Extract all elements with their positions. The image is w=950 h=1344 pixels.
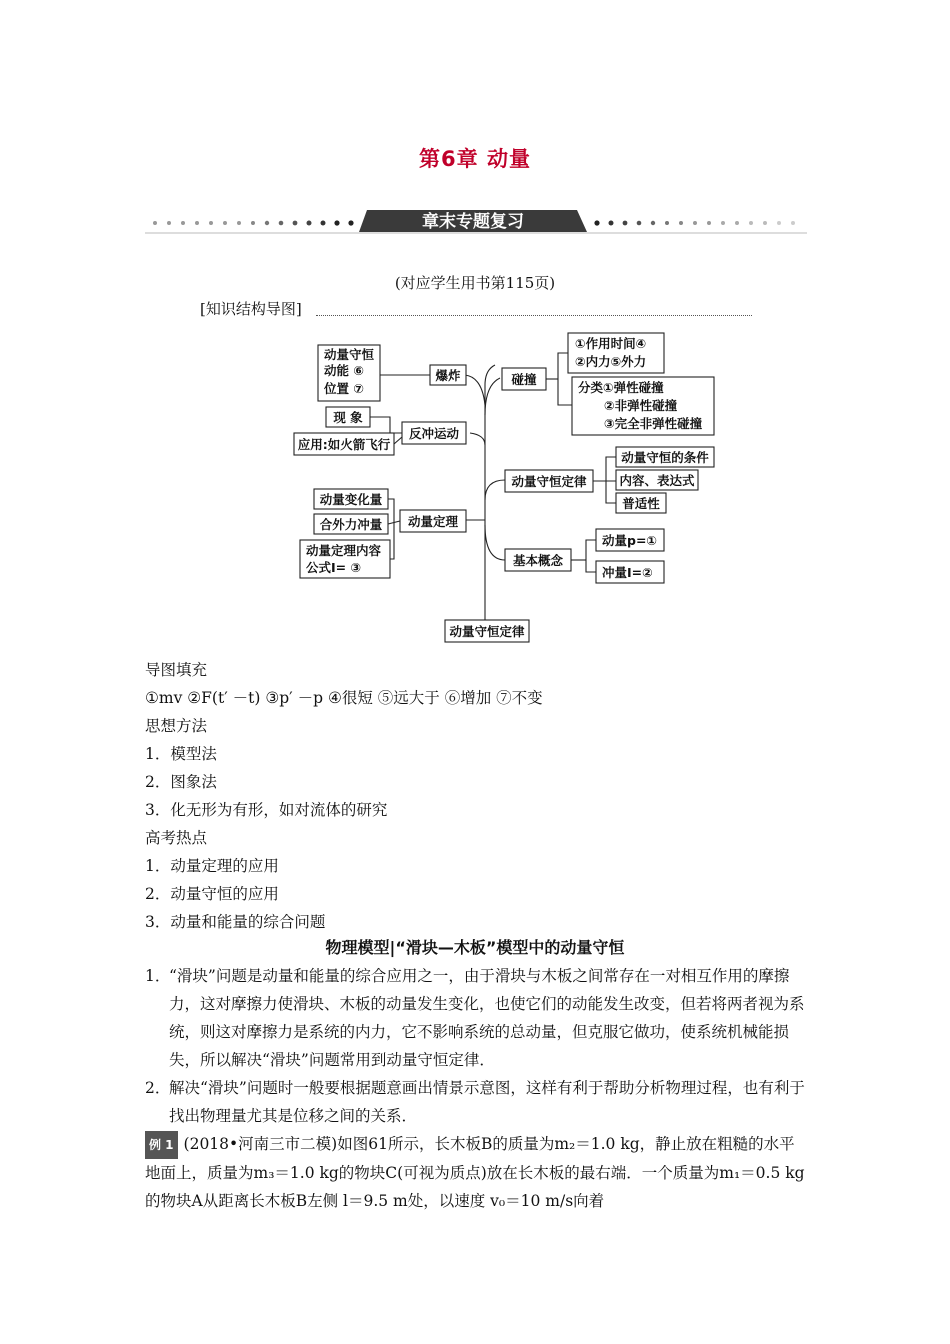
methods-item: 1．模型法 <box>145 745 217 763</box>
example-1 <box>145 1130 810 1215</box>
node-fanchong: 反冲运动 <box>408 426 460 441</box>
node-yingyong: 应用:如火箭飞行 <box>297 437 391 452</box>
baozha-item: 位置 ⑦ <box>324 381 364 396</box>
pz-item: 分类①弹性碰撞 <box>578 380 664 395</box>
fill-answers: ①mv ②F(t′ －t) ③p′ －p ④很短 ⑤远大于 ⑥增加 ⑦不变 <box>145 689 543 707</box>
hotspots-item: 2．动量守恒的应用 <box>145 885 279 903</box>
paragraph-number: 2． <box>145 1079 171 1097</box>
model-paragraph-2 <box>145 1074 810 1130</box>
sh-item: 普适性 <box>622 496 660 511</box>
dotted-rule <box>316 315 752 316</box>
node-jiben: 基本概念 <box>512 553 564 568</box>
pz-item: ②内力⑤外力 <box>575 354 647 369</box>
node-pengzhuang: 碰撞 <box>511 372 537 387</box>
knowledge-structure-diagram <box>290 325 730 650</box>
model-paragraph-1 <box>145 962 810 1074</box>
section-label: [知识结构导图] <box>200 300 302 318</box>
node-dongliangdingli: 动量定理 <box>407 514 459 529</box>
node-xianxiang: 现 象 <box>333 410 363 425</box>
pz-item: ②非弹性碰撞 <box>604 398 678 413</box>
pz-item: ①作用时间④ <box>575 336 647 351</box>
methods-heading: 思想方法 <box>145 717 208 735</box>
baozha-item: 动能 ⑥ <box>324 363 364 378</box>
example-text: (2018•河南三市二模)如图61所示，长木板B的质量为m₂＝1.0 kg，静止放在粗糙的水平地面上，质量为m₃＝1.0 kg的物块C(可视为质点)放在长木板的最右端．一个质量为m₁＝0.5 kg的物块A从距离长木板B左侧 l＝9.5 m处，以速度 v₀＝10 m/s向着 <box>145 1135 805 1210</box>
banner-label: 章末专题复习 <box>422 212 524 232</box>
dl-item: 动量变化量 <box>319 492 383 507</box>
node-shouheng: 动量守恒定律 <box>511 474 587 489</box>
diagram-root: 动量守恒定律 <box>449 624 525 639</box>
example-badge: 例 1 <box>145 1131 178 1159</box>
jb-item: 动量p=① <box>602 533 658 548</box>
banner-dots-right <box>594 220 795 225</box>
paragraph-number: 1． <box>145 967 171 985</box>
methods-item: 2．图象法 <box>145 773 217 791</box>
paragraph-text: “滑块”问题是动量和能量的综合应用之一，由于滑块与木板之间常存在一对相互作用的摩擦力，这对摩擦力使滑块、木板的动量发生变化，也使它们的动能发生改变，但若将两者视为系统，则这对摩擦力是系统的内力，它不影响系统的总动量，但克服它做功，使系统机械能损失，所以解决“滑块”问题常用到动量守恒定律． <box>169 967 805 1069</box>
hotspots-item: 1．动量定理的应用 <box>145 857 279 875</box>
banner-dots-left <box>153 220 354 225</box>
hotspots-item: 3．动量和能量的综合问题 <box>145 913 326 931</box>
fill-heading: 导图填充 <box>145 661 208 679</box>
jb-item: 冲量I=② <box>602 565 653 580</box>
dl-item: 动量定理内容 <box>306 543 382 558</box>
sh-item: 动量守恒的条件 <box>621 450 709 465</box>
dl-item: 合外力冲量 <box>319 517 383 532</box>
page-reference: (对应学生用书第115页) <box>394 274 556 292</box>
hotspots-heading: 高考热点 <box>145 829 208 847</box>
node-baozha: 爆炸 <box>435 368 461 383</box>
pz-item: ③完全非弹性碰撞 <box>604 416 703 431</box>
section-banner <box>145 206 807 236</box>
chapter-title: 第6章 动量 <box>419 147 531 171</box>
dl-item: 公式I= ③ <box>306 560 362 575</box>
paragraph-text: 解决“滑块”问题时一般要根据题意画出情景示意图，这样有利于帮助分析物理过程，也有利于找出物理量尤其是位移之间的关系． <box>169 1079 805 1125</box>
model-heading: 物理模型|“滑块—木板”模型中的动量守恒 <box>325 938 625 957</box>
methods-item: 3．化无形为有形，如对流体的研究 <box>145 801 388 819</box>
sh-item: 内容、表达式 <box>619 473 695 488</box>
baozha-item: 动量守恒 <box>324 347 375 362</box>
